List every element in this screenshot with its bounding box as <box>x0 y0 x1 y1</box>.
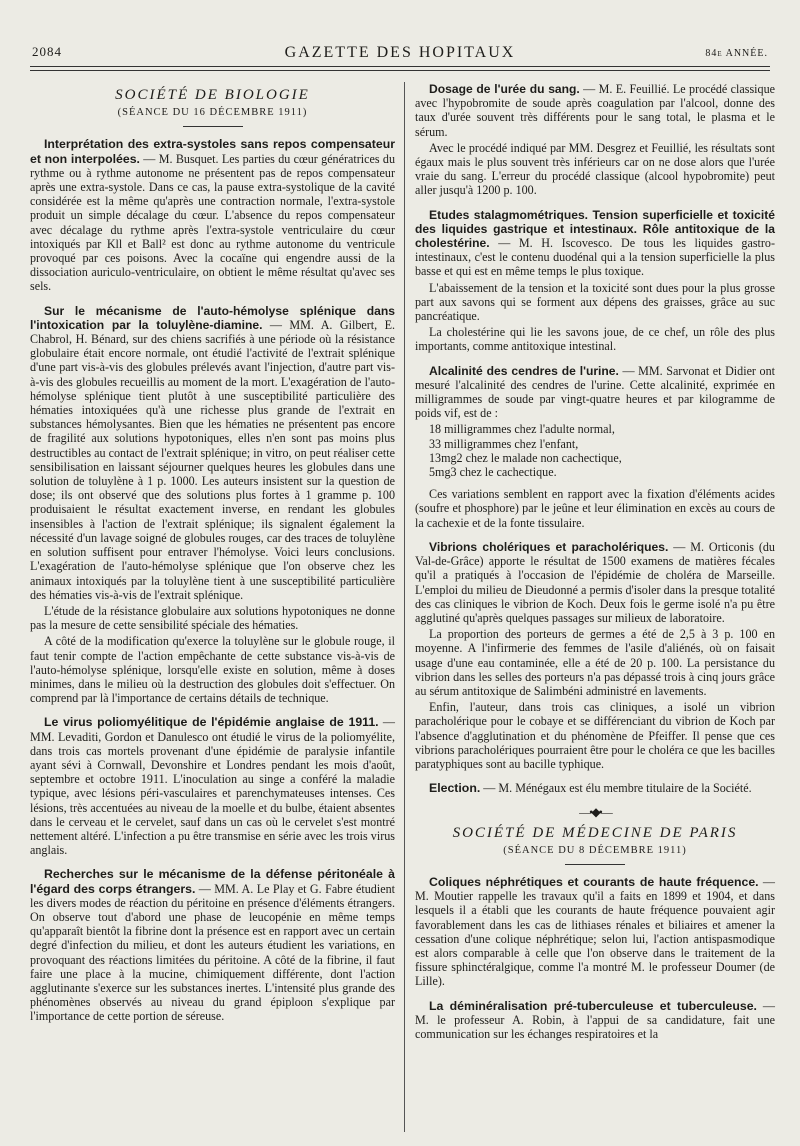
article-heading: Interprétation des extra-systoles sans repos compensateur et non interpolées. <box>30 137 395 166</box>
article <box>415 82 775 139</box>
article-paragraph: Enfin, l'auteur, dans trois cas cliniques, a isolé un vibrion paracholérique pour le cobaye et se différenciant du vibrion de Koch par l'absence d'agglutination et du phénomène de Pfeiffer. Il pense que ces vibrions paracholériques pourraient être pour le choléra ce que les bacilles paratyphiques sont au bacille typhique. <box>415 700 775 771</box>
article-paragraph: Avec le procédé indiqué par MM. Desgrez et Feuillié, les résultats sont égaux mais le plus souvent très inférieurs car on ne dose alors que l'urée vraie du sang. L'erreur du procédé classique (alcool hypobromite) peut aller jusqu'à 1200 p. 100. <box>415 140 775 198</box>
list-item: 5mg3 chez le cachectique. <box>429 465 557 480</box>
article <box>415 540 775 625</box>
article-body: — M. H. Iscovesco. De tous les liquides gastro-intestinaux, c'est le contenu duodénal qui a la tension superficielle la plus basse et qui est en même temps le plus toxique. <box>415 236 775 279</box>
article-body: — M. le professeur A. Robin, à l'appui de sa candidature, fait une communication sur les échanges respiratoires et la <box>415 998 775 1041</box>
measurement-list <box>415 422 775 479</box>
article <box>30 137 395 293</box>
article-body: — M. E. Feuillié. Le procédé classique avec l'hypobromite de soude après coagulation par l'alcool, donne des taux d'urée souvent très différents pour le sang total, le plasma et le sérum. <box>415 82 775 139</box>
article <box>30 715 395 857</box>
article-paragraph: La proportion des porteurs de germes a été de 2,5 à 3 p. 100 en moyenne. A l'infirmerie des femmes de l'asile d'aliénés, où on faisait usage d'une eau contaminée, elle a été de 20 p. 100. La persistance du vibrion dans les selles des porteurs n'a pas dépassé trois à cinq jours grâce au sérum antitoxique de Salimbéni administré en lavements. <box>415 627 775 698</box>
article-body: — M. Orticonis (du Val-de-Grâce) apporte le résultat de 1500 examens de matières fécales qu'il a pratiqués à l'occasion de l'épidémie de choléra de Marseille. L'emploi du milieu de Dieudonné a permis d'isoler dans la presque totalité des cas cliniques le vibrion de Koch. Deux fois le germe isolé n'a pu être agglutiné qu'après quelques passages sur milieux de laboratoire. <box>415 539 775 625</box>
article-heading: Etudes stalagmométriques. Tension superficielle et toxicité des liquides gastrique et intestinaux. Rôle antitoxique de la cholestérine. <box>415 207 775 251</box>
article-heading: Recherches sur le mécanisme de la défense péritonéale à l'égard des corps étrangers. <box>30 867 395 896</box>
article-body: — M. Moutier rappelle les travaux qu'il a faits en 1899 et 1904, et dans lesquels il a établi que les courants de haute fréquence pouvaient agir favorablement dans les cas de lithiases rénales et biliaires et amener la cessation d'une colique néphrétique; selon lui, l'action antispasmodique est alors comparable à celle que l'on observe dans le traitement de la fissure sphinctéralgique, comme l'a montré M. le professeur Doumer (de Lille). <box>415 874 775 989</box>
article <box>415 208 775 279</box>
article <box>30 867 395 1023</box>
article <box>415 364 775 421</box>
year-label: 84e ANNÉE. <box>705 48 768 59</box>
page-header <box>0 0 800 70</box>
article-heading: Coliques néphrétiques et courants de haute fréquence. <box>429 874 759 889</box>
ornament-divider: —•◆•— <box>579 805 611 820</box>
article-paragraph: L'abaissement de la tension et la toxicité sont dues pour la plus grosse part aux savons qui se forment aux dépens des graisses, grâce au suc pancréatique. <box>415 280 775 324</box>
article-body: — MM. Levaditi, Gordon et Danulesco ont étudié le virus de la poliomyélite, dans trois cas mortels provenant d'une épidémie de paralysie infantile ayant sévi à Cornwall, Devonshire et Londres pendant les mois d'août, septembre et octobre 1911. L'inoculation au singe a conféré la maladie typique, avec lésions péri-vasculaires et parenchymateuses intenses. Ces lésions, très accentuées au niveau de la moelle et du bulbe, étaient absentes dans le cerveau et le cervelet, sauf dans un cas où le cervelet s'est montré nettement altéré. L'infection a pu être transmise en série avec les trois virus anglais. <box>30 715 395 858</box>
session-date: (SÉANCE DU 8 DÉCEMBRE 1911) <box>503 844 687 856</box>
article-body: — M. Ménégaux est élu membre titulaire de la Société. <box>480 781 752 796</box>
list-item: 18 milligrammes chez l'adulte normal, <box>429 422 615 437</box>
header-rule <box>30 66 770 67</box>
society-title: SOCIÉTÉ DE MÉDECINE DE PARIS <box>452 824 738 841</box>
header-rule-thin <box>30 70 770 71</box>
article <box>30 304 395 602</box>
article-paragraph: La cholestérine qui lie les savons joue, de ce chef, un rôle des plus importants, comme antitoxique intestinal. <box>415 325 775 354</box>
article-body: — MM. A. Gilbert, E. Chabrol, H. Bénard, sur des chiens sacrifiés à une période où la résistance globulaire était encore normale, ont étudié l'activité de l'extrait splénique d'une part vis-à-vis des globules prélevés avant l'injection, d'autre part vis-à-vis des globules recueillis au moment de la mort. L'exagération de l'auto-hémolyse splénique tient plutôt à une susceptibilité particulière des hématies intoxiquées qu'à une richesse plus grande de l'extrait en substances hémolysantes. Bien que les hématies ne présentent pas encore de fragilité aux solutions hypotoniques, elles n'en sont pas moins plus destructibles au contact de l'extrait splénique; in vitro, on peut réaliser cette sensibilisation en laissant séjourner quelques heures les globules dans une solution de toluylène à 1 p. 1000. Les auteurs insistent sur la question de dose; ils ont observé que des solutions plus fortes à 1 gramme p. 100 produisaient le résultat exactement inverse, en rendant les globules insensibles à l'action de l'extrait splénique; ils signalent également la nécessité d'un lavage soigné de globules rouges, car des traces de toluylène en solution suffisent pour entraver l'hémolyse. Voici leurs conclusions. L'exagération de l'auto-hémolyse splénique que l'on observe chez les animaux intoxiqués par la toluylène tient à une susceptibilité particulière des hématies vis-à-vis de l'extrait splénique. <box>30 317 395 602</box>
society-title: SOCIÉTÉ DE BIOLOGIE <box>115 87 310 103</box>
left-column <box>30 82 395 1034</box>
article-body: — MM. Sarvonat et Didier ont mesuré l'alcalinité des cendres de l'urine. Cette alcalinité, exprimée en milligrammes de soude par vingt-quatre heures et par kilogramme de poids vif, est de : <box>415 363 775 421</box>
list-item: 13mg2 chez le malade non cachectique, <box>429 450 622 465</box>
article-heading: Alcalinité des cendres de l'urine. <box>429 363 619 378</box>
right-column <box>415 82 775 1051</box>
article-heading: Le virus poliomyélitique de l'épidémie anglaise de 1911. <box>44 715 379 730</box>
article-heading: Sur le mécanisme de l'auto-hémolyse splénique dans l'intoxication par la toluylène-diamine. <box>30 303 395 332</box>
article <box>415 875 775 989</box>
section-rule <box>183 126 243 127</box>
article <box>415 781 775 795</box>
list-item: 33 milligrammes chez l'enfant, <box>429 436 579 451</box>
article-body: — MM. A. Le Play et G. Fabre étudient les divers modes de réaction du péritoine en présence d'éléments étrangers. On observe tout d'abord une phase de leucopénie en même temps qu'apparaît bientôt la fibrine dont la présence est en rapport avec un certain degré d'infection du milieu, et dont les auteurs étudient les variations, en provoquant des réactions limitées du péritoine. A côté de la fibrine, il faut faire une place à la mucine, chimiquement différente, dont l'action agglutinante s'exerce sur les substances inertes. L'intensité plus grande des phénomènes observés au niveau du grand épiploon s'explique par l'importance de cette portion de séreuse. <box>30 881 395 1024</box>
article-paragraph: L'étude de la résistance globulaire aux solutions hypotoniques ne donne pas la mesure de cette sensibilité spéciale des hématies. <box>30 603 395 633</box>
article-heading: Vibrions cholériques et paracholériques. <box>429 539 669 554</box>
article-body: — M. Busquet. Les parties du cœur génératrices du rythme ou à rythme autonome ne présentent pas de repos compensateur après une extra-systole. Dans ce cas, la pause extra-systolique de la cavité considérée est la même qu'après une contraction normale, l'extra-systole produit un simple décalage du cœur. L'absence du repos compensateur avec décalage du rythme après l'extra-systole ventriculaire du cœur intoxiqués par Kll et Ball² est donc au rythme autonome du ventricule provoqué par ces poisons. Avec la cocaïne qui engendre aussi de la dissociation auriculo-ventriculaire, on obtient le même résultat qu'avec ses sels. <box>30 151 395 294</box>
journal-title: GAZETTE DES HOPITAUX <box>284 44 516 61</box>
section-rule <box>565 864 625 865</box>
article-paragraph: Ces variations semblent en rapport avec la fixation d'éléments acides (soufre et phosphore) par le jeûne et leur élimination en excès au cours de la cachexie et de la fonte tissulaire. <box>415 487 775 530</box>
article-heading: Dosage de l'urée du sang. <box>429 82 580 96</box>
article <box>415 999 775 1042</box>
article-paragraph: A côté de la modification qu'exerce la toluylène sur le globule rouge, il faut tenir compte de l'action empêchante de cette substance vis-à-vis de l'auto-hémolyse splénique, lorsqu'elle existe en solution, même à doses minimes, dans le milieu où la destruction des globules doit s'effectuer. On comprend par là l'importance de certains détails de technique. <box>30 634 395 706</box>
session-date: (SÉANCE DU 16 DÉCEMBRE 1911) <box>117 107 308 119</box>
article-heading: La déminéralisation pré-tuberculeuse et tuberculeuse. <box>429 998 757 1013</box>
column-divider <box>404 82 405 1132</box>
article-heading: Election. <box>429 781 481 796</box>
page-number: 2084 <box>32 44 62 59</box>
